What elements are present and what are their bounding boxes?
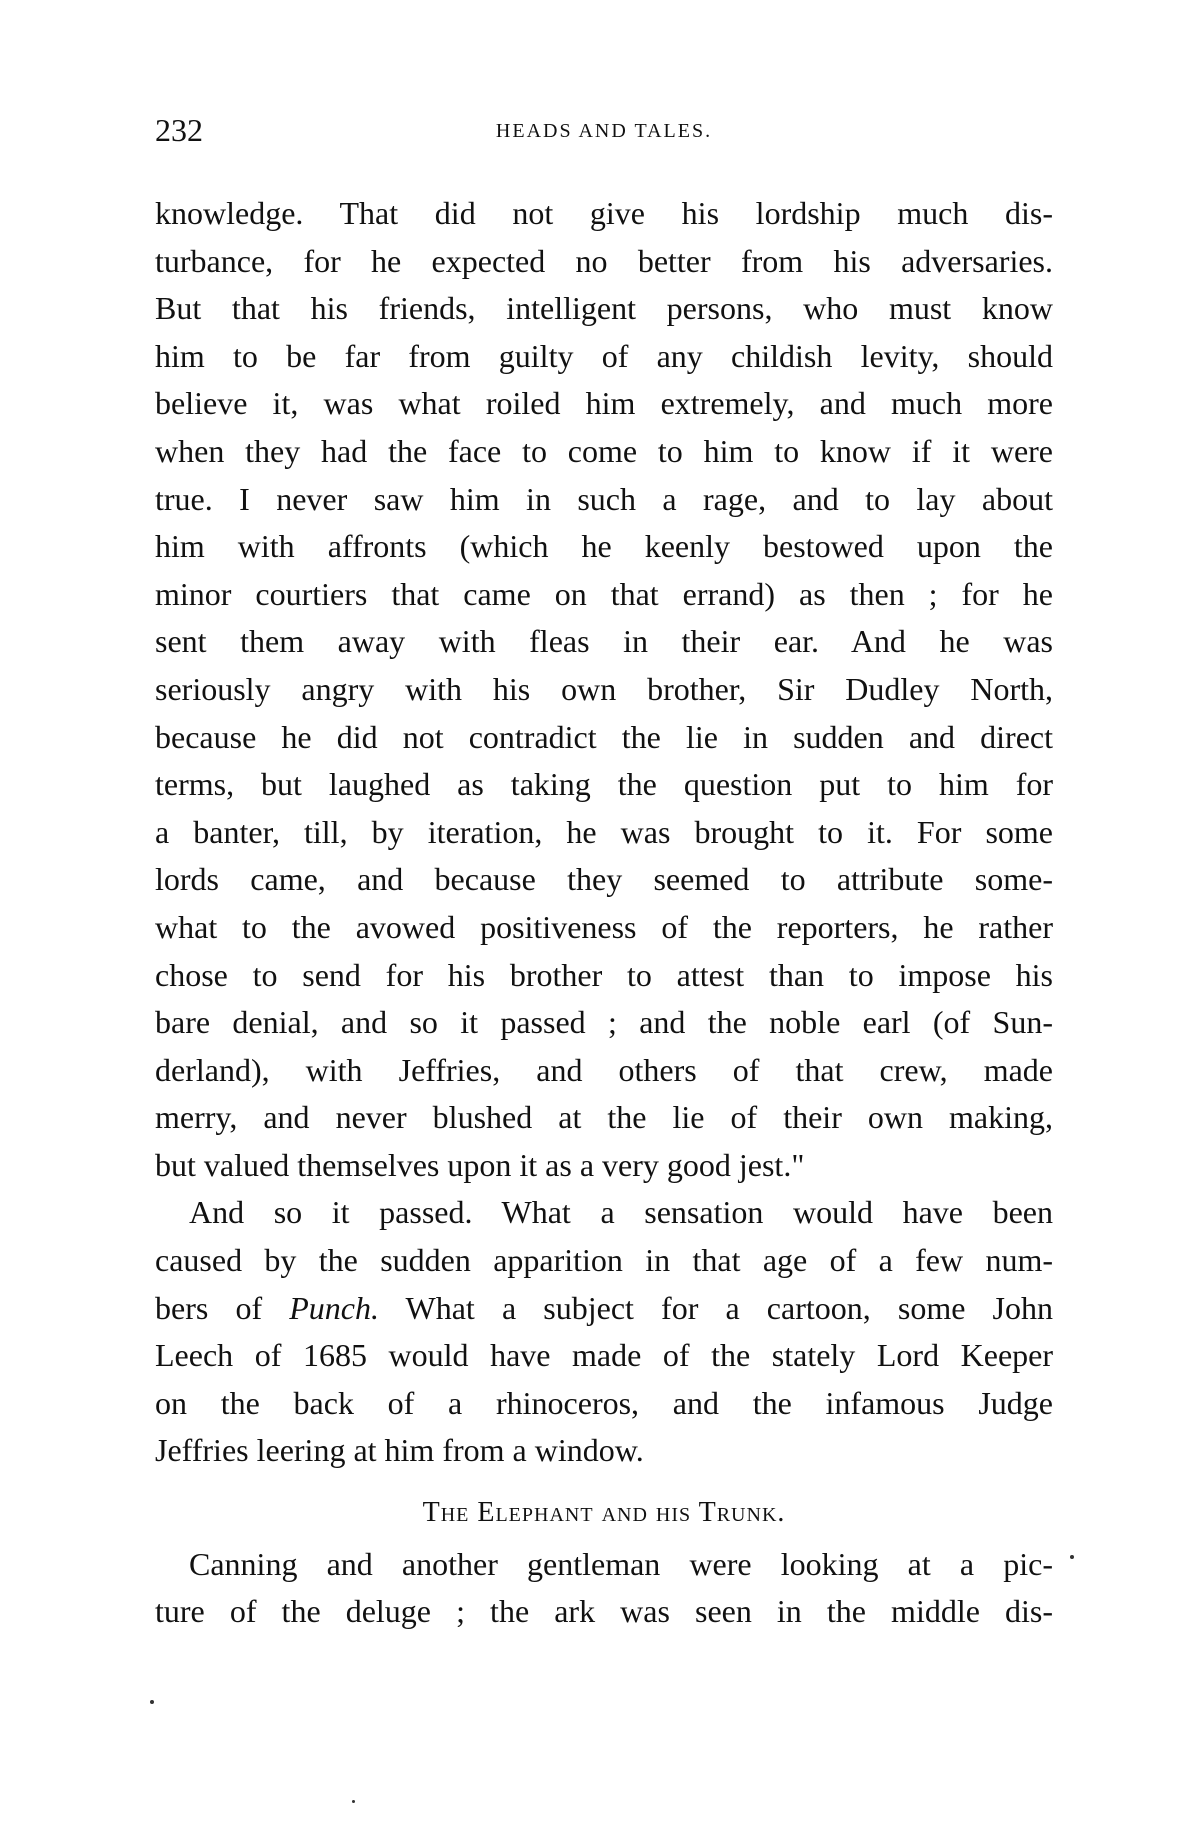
- text-line: turbance, for he expected no better from his adversaries.: [155, 242, 1053, 279]
- running-title: HEADS AND TALES.: [495, 120, 713, 142]
- paragraph: [155, 1189, 1053, 1475]
- text-line: sent them away with fleas in their ear. And he was: [155, 623, 1053, 660]
- section-heading-text: The Elephant and his Trunk.: [422, 1497, 786, 1529]
- text-line: Canning and another gentleman were looking at a pic-: [189, 1545, 1053, 1582]
- text-line: lords came, and because they seemed to attribute some-: [155, 861, 1053, 898]
- text-line: Leech of 1685 would have made of the stately Lord Keeper: [155, 1337, 1053, 1374]
- page-number: 232: [155, 112, 203, 148]
- section-heading: [155, 1489, 1053, 1537]
- text-line: But that his friends, intelligent persons, who must know: [155, 290, 1053, 327]
- text-line: merry, and never blushed at the lie of their own making,: [155, 1099, 1053, 1136]
- text-line: Jeffries leering at him from a window.: [155, 1432, 644, 1469]
- text-line: seriously angry with his own brother, Sir Dudley North,: [155, 670, 1053, 707]
- text-line: ture of the deluge ; the ark was seen in the middle dis-: [155, 1593, 1053, 1630]
- page-header: [155, 112, 1053, 152]
- text-line: minor courtiers that came on that errand) as then ; for he: [155, 575, 1053, 612]
- page-body: [155, 190, 1053, 1636]
- text-line: when they had the face to come to him to know if it were: [155, 432, 1053, 469]
- text-line: but valued themselves upon it as a very good jest.": [155, 1146, 805, 1183]
- text-line: a banter, till, by iteration, he was brought to it. For some: [155, 813, 1053, 850]
- text-line: terms, but laughed as taking the question put to him for: [155, 766, 1053, 803]
- text-line: true. I never saw him in such a rage, and to lay about: [155, 480, 1053, 517]
- text-line: chose to send for his brother to attest than to impose his: [155, 956, 1053, 993]
- scan-speck: [150, 1700, 154, 1704]
- text-line: him to be far from guilty of any childish levity, should: [155, 337, 1053, 374]
- scan-speck: [1070, 1555, 1074, 1559]
- text-line: because he did not contradict the lie in sudden and direct: [155, 718, 1053, 755]
- text-line: knowledge. That did not give his lordship much dis-: [155, 195, 1053, 231]
- scan-speck: [352, 1800, 355, 1803]
- text-line: what to the avowed positiveness of the reporters, he rather: [155, 908, 1053, 945]
- paragraph: [155, 1541, 1053, 1636]
- text-line: caused by the sudden apparition in that age of a few num-: [155, 1242, 1053, 1279]
- text-line: believe it, was what roiled him extremely, and much more: [155, 385, 1053, 422]
- text-line: him with affronts (which he keenly bestowed upon the: [155, 528, 1053, 565]
- paragraph: [155, 190, 1053, 1189]
- text-line: derland), with Jeffries, and others of that crew, made: [155, 1051, 1053, 1088]
- text-line: on the back of a rhinoceros, and the infamous Judge: [155, 1384, 1053, 1421]
- text-line: bers of Punch. What a subject for a cartoon, some John: [155, 1289, 1053, 1326]
- text-line: bare denial, and so it passed ; and the noble earl (of Sun-: [155, 1004, 1053, 1041]
- text-line: And so it passed. What a sensation would have been: [189, 1194, 1053, 1231]
